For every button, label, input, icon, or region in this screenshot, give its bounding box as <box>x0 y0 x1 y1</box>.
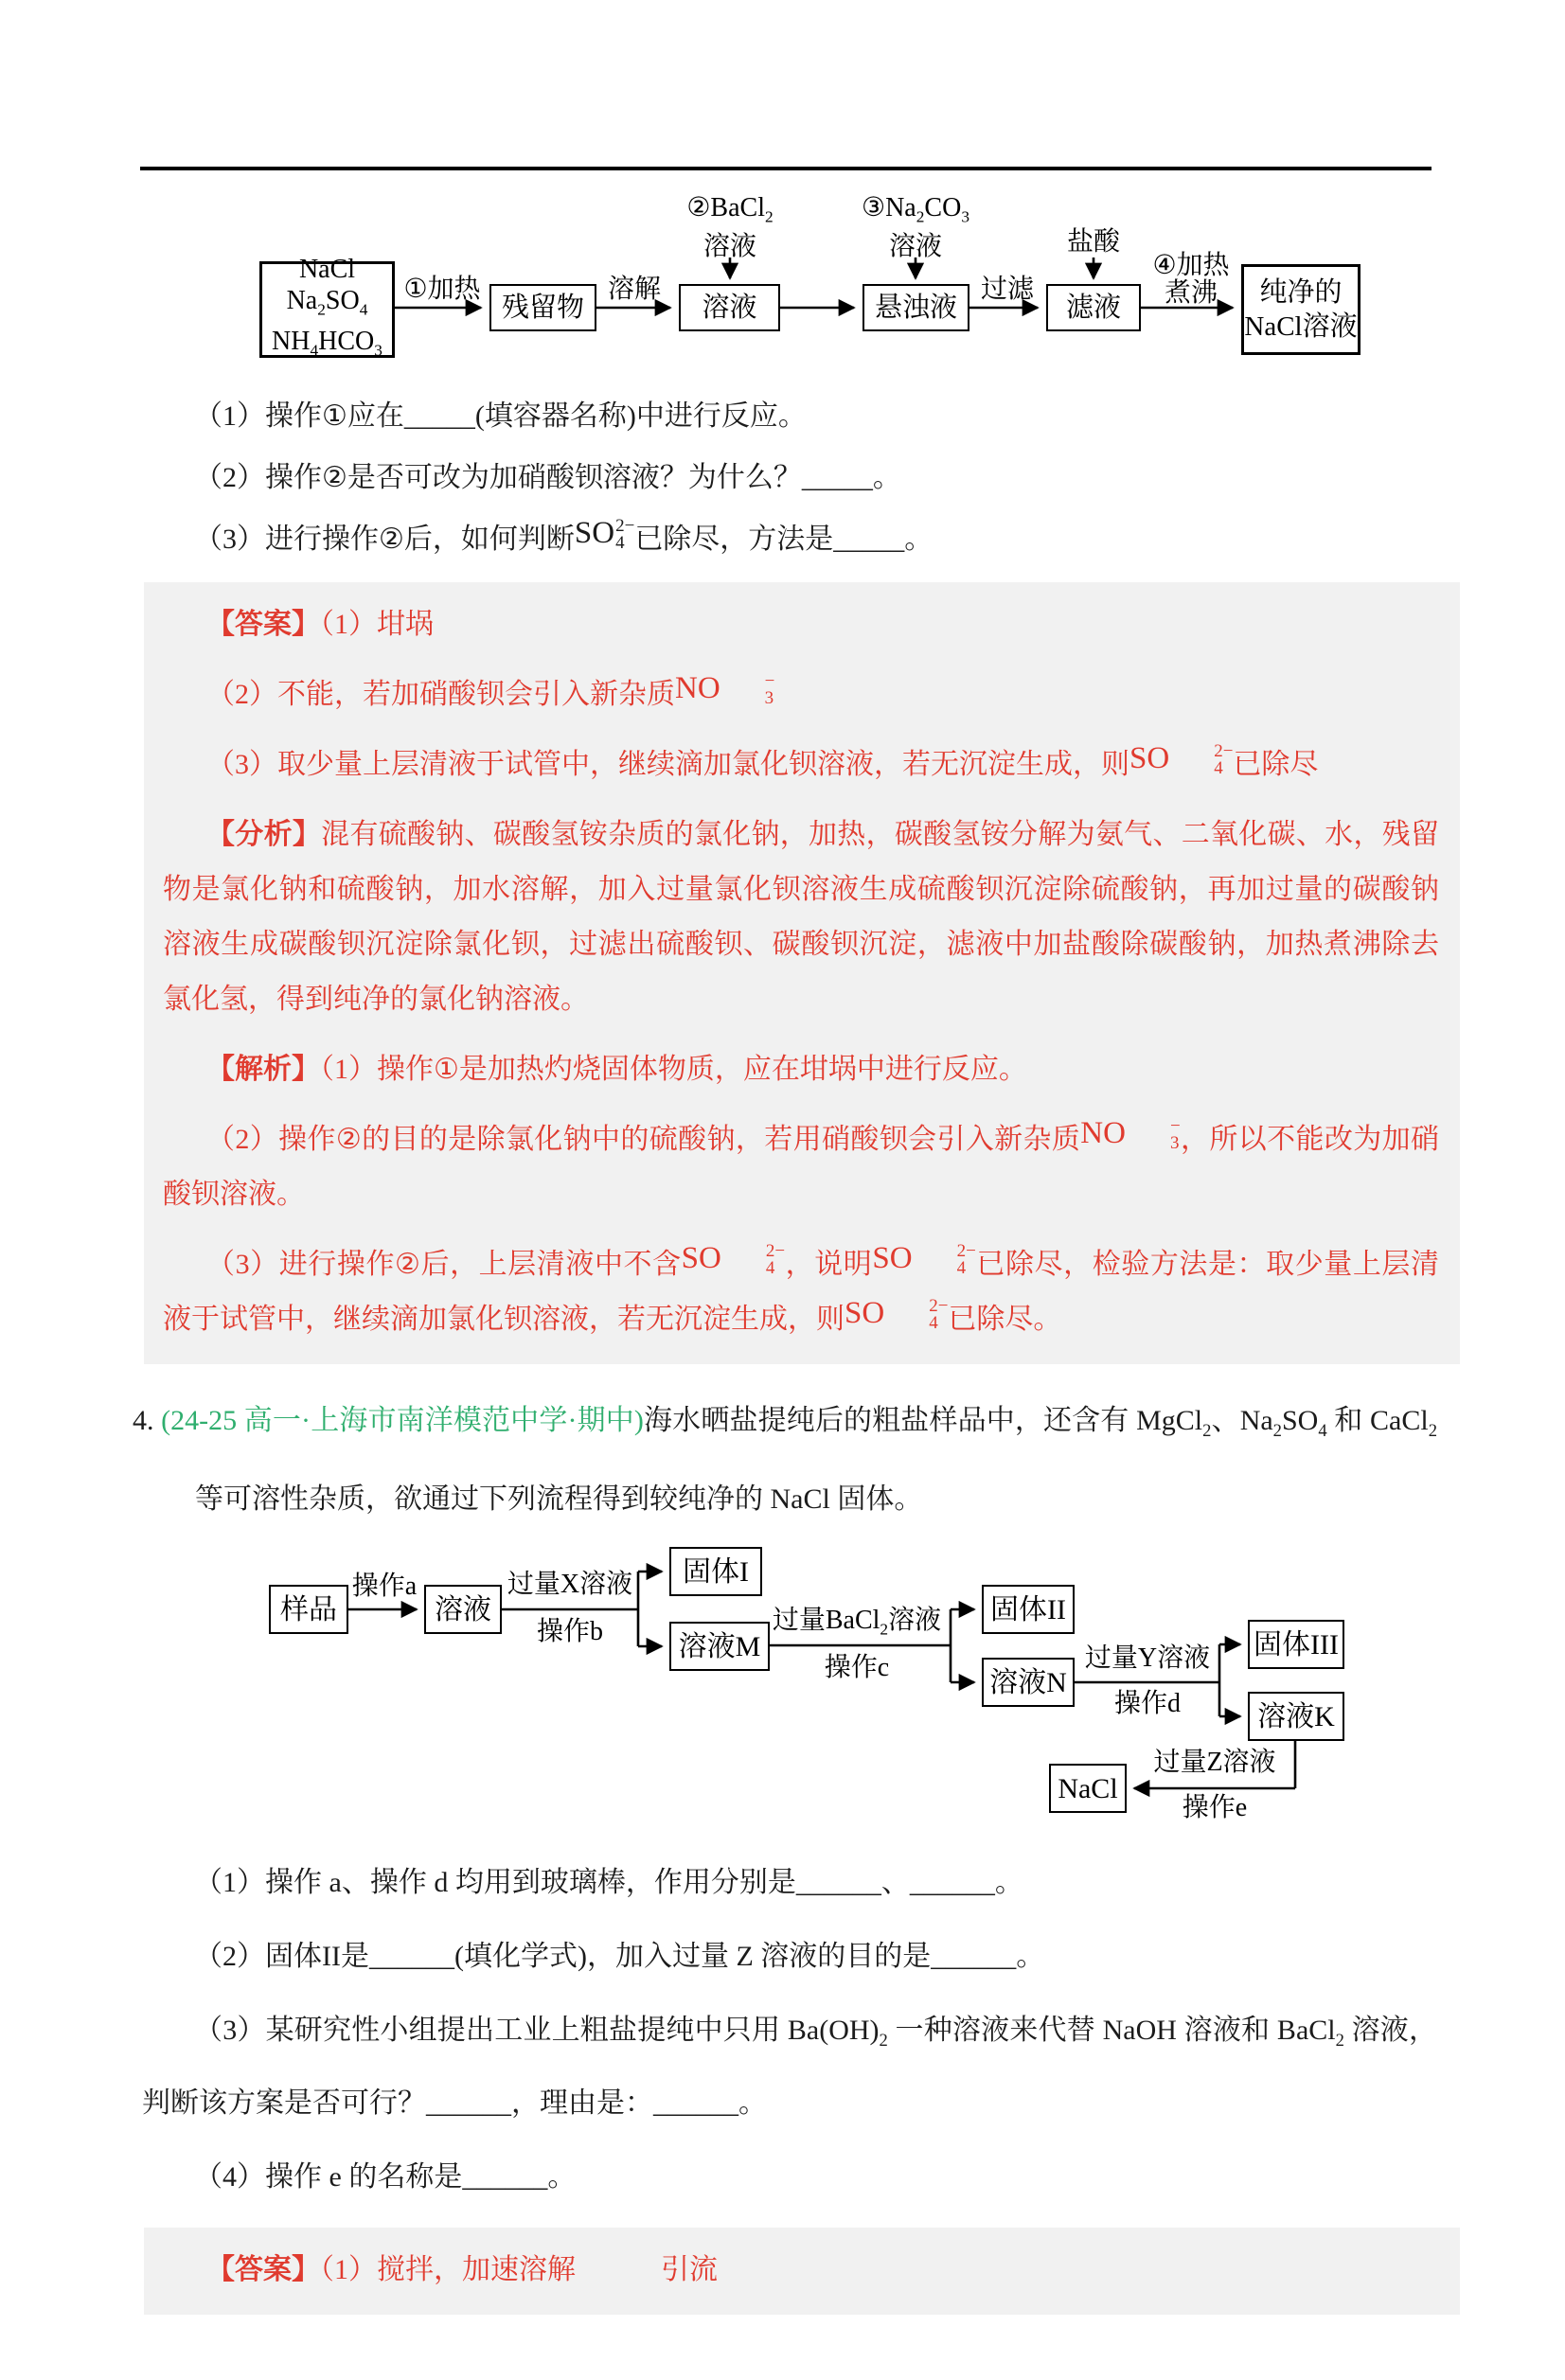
question3-3: （3）进行操作②后，如何判断SO 2− 4 已除尽，方法是_____。 <box>194 516 934 555</box>
question4-stem <box>133 1387 1437 1534</box>
fc2-box-sample: 样品 <box>269 1585 348 1634</box>
fc2-label-op-e: 操作e <box>1182 1793 1248 1822</box>
answer-block-4 <box>144 2228 1460 2315</box>
fc2-label-z-excess: 过量Z溶液 <box>1153 1748 1276 1777</box>
fc1-label-filter: 过滤 <box>980 275 1034 304</box>
fc1-product-line1: 纯净的 <box>1259 277 1343 308</box>
fc2-label-op-c: 操作c <box>824 1653 890 1682</box>
fc1-bacl2-line1: ②BaCl$_2$ <box>686 193 774 226</box>
fc2-box-solid3: 固体III <box>1248 1620 1344 1669</box>
question4-4: （4）操作 e 的名称是______。 <box>194 2161 577 2193</box>
fc1-box-product <box>1241 264 1360 355</box>
fc2-box-solution-k: 溶液K <box>1248 1692 1344 1741</box>
question4-number: 4. <box>133 1405 154 1436</box>
flowchart2-arrows <box>0 1539 1565 1840</box>
answer4-1: 【答案】（1）搅拌，加速溶解 引流 <box>206 2254 718 2285</box>
fc1-mixture-line1: NaCl <box>298 254 356 284</box>
fc1-mixture-line2: $Na_2SO_4$ <box>286 285 368 319</box>
flowchart-nacl-purification <box>0 186 1565 379</box>
top-rule <box>140 167 1432 170</box>
fc2-label-bacl2-excess: 过量BaCl$_2$溶液 <box>772 1606 942 1639</box>
fc2-box-solid1: 固体I <box>669 1547 762 1596</box>
question4-3: （3）某研究性小组提出工业上粗盐提纯中只用 $Ba(OH)_2$ 一种溶液来代替 NaOH 溶液和 BaCl$_2$ 溶液，判断该方案是否可行？______，理由是：______。 <box>142 2015 1438 2119</box>
fc2-box-solution-n: 溶液N <box>982 1658 1075 1707</box>
fc1-box-filtrate: 滤液 <box>1046 284 1141 331</box>
fc1-na2co3-line1: $③Na_2CO_3$ <box>861 193 970 226</box>
fc1-label-na2co3-solution <box>854 193 977 261</box>
question4-stem-text: (24-25 高一·上海市南洋模范中学·期中)海水晒盐提纯后的粗盐样品中，还含有 MgCl$_2$、$Na_2SO_4$ 和 CaCl$_2$ 等可溶性杂质，欲通过下列流程得到较纯净的 NaCl 固体。 <box>161 1405 1438 1515</box>
fc2-label-op-a: 操作a <box>351 1572 418 1601</box>
fc2-label-op-b: 操作b <box>536 1617 603 1646</box>
answer3-explain-2: （2）操作②的目的是除氯化钠中的硫酸钠，若用硝酸钡会引入新杂质NO − 3 ，所以不能改为加硝酸钡溶液。 <box>163 1116 1439 1210</box>
question4-2: （2）固体II是______(填化学式)，加入过量 Z 溶液的目的是______。 <box>194 1941 1045 1972</box>
fc1-step4-line2: 煮沸 <box>1164 278 1218 308</box>
fc1-product-line2: NaCl溶液 <box>1244 311 1358 342</box>
fc2-label-op-d: 操作d <box>1113 1689 1181 1718</box>
fc1-label-hcl: 盐酸 <box>1066 227 1120 257</box>
fc1-label-dissolve: 溶解 <box>607 275 661 304</box>
fc2-box-solution: 溶液 <box>424 1585 502 1634</box>
question3-2: （2）操作②是否可改为加硝酸钡溶液？为什么？_____。 <box>194 462 901 493</box>
question3-1: （1）操作①应在_____(填容器名称)中进行反应。 <box>194 400 807 432</box>
fc2-box-nacl: NaCl <box>1049 1764 1127 1813</box>
fc1-step4-line1: ④加热 <box>1152 251 1230 280</box>
fc2-box-solution-m: 溶液M <box>669 1622 770 1671</box>
answer3-3: （3）取少量上层清液于试管中，继续滴加氯化钡溶液，若无沉淀生成，则SO 2− 4 已除尽 <box>206 741 1319 780</box>
fc1-box-mixture <box>259 254 395 360</box>
answer3-explain-3: （3）进行操作②后，上层清液中不含SO 2− 4 ，说明SO 2− 4 已除尽，检验方法是：取少量上层清液于试管中，继续滴加氯化钡溶液，若无沉淀生成，则SO 2− 4 已除尽。 <box>163 1241 1439 1335</box>
answer3-explain-1: 【解析】（1）操作①是加热灼烧固体物质，应在坩埚中进行反应。 <box>206 1054 1027 1085</box>
fc1-label-step4-boil <box>1143 252 1239 307</box>
fc1-na2co3-line2: 溶液 <box>888 231 942 261</box>
fc1-box-residue: 残留物 <box>489 284 596 331</box>
fc2-box-solid2: 固体II <box>982 1585 1075 1634</box>
fc1-bacl2-line2: 溶液 <box>702 231 756 261</box>
fc1-box-suspension: 悬浊液 <box>863 284 969 331</box>
fc2-label-y-excess: 过量Y溶液 <box>1084 1643 1211 1673</box>
answer3-analysis: 【分析】混有硫酸钠、碳酸氢铵杂质的氯化钠，加热，碳酸氢铵分解为氨气、二氧化碳、水，残留物是氯化钠和硫酸钠，加水溶解，加入过量氯化钡溶液生成硫酸钡沉淀除硫酸钠，再加过量的碳酸钠溶液生成碳酸钡沉淀除氯化钡，过滤出硫酸钡、碳酸钡沉淀，滤液中加盐酸除碳酸钠，加热煮沸除去氯化氢，得到纯净的氯化钠溶液。 <box>163 819 1440 1015</box>
answer3-2: （2）不能，若加硝酸钡会引入新杂质NO − 3 <box>206 671 775 710</box>
fc1-label-step1-heat: ①加热 <box>403 275 481 304</box>
document-page <box>0 167 1565 2380</box>
answer-block-3 <box>144 582 1460 1364</box>
fc1-mixture-line3: $NH_4HCO_3$ <box>272 326 382 360</box>
question4-1: （1）操作 a、操作 d 均用到玻璃棒，作用分别是______、______。 <box>194 1867 1023 1898</box>
fc2-label-x-excess: 过量X溶液 <box>507 1570 633 1599</box>
answer3-1: 【答案】（1）坩埚 <box>206 609 434 640</box>
fc1-box-solution: 溶液 <box>679 284 780 331</box>
flowchart-coarse-salt <box>0 1539 1565 1840</box>
fc1-label-bacl2-solution <box>668 193 791 261</box>
